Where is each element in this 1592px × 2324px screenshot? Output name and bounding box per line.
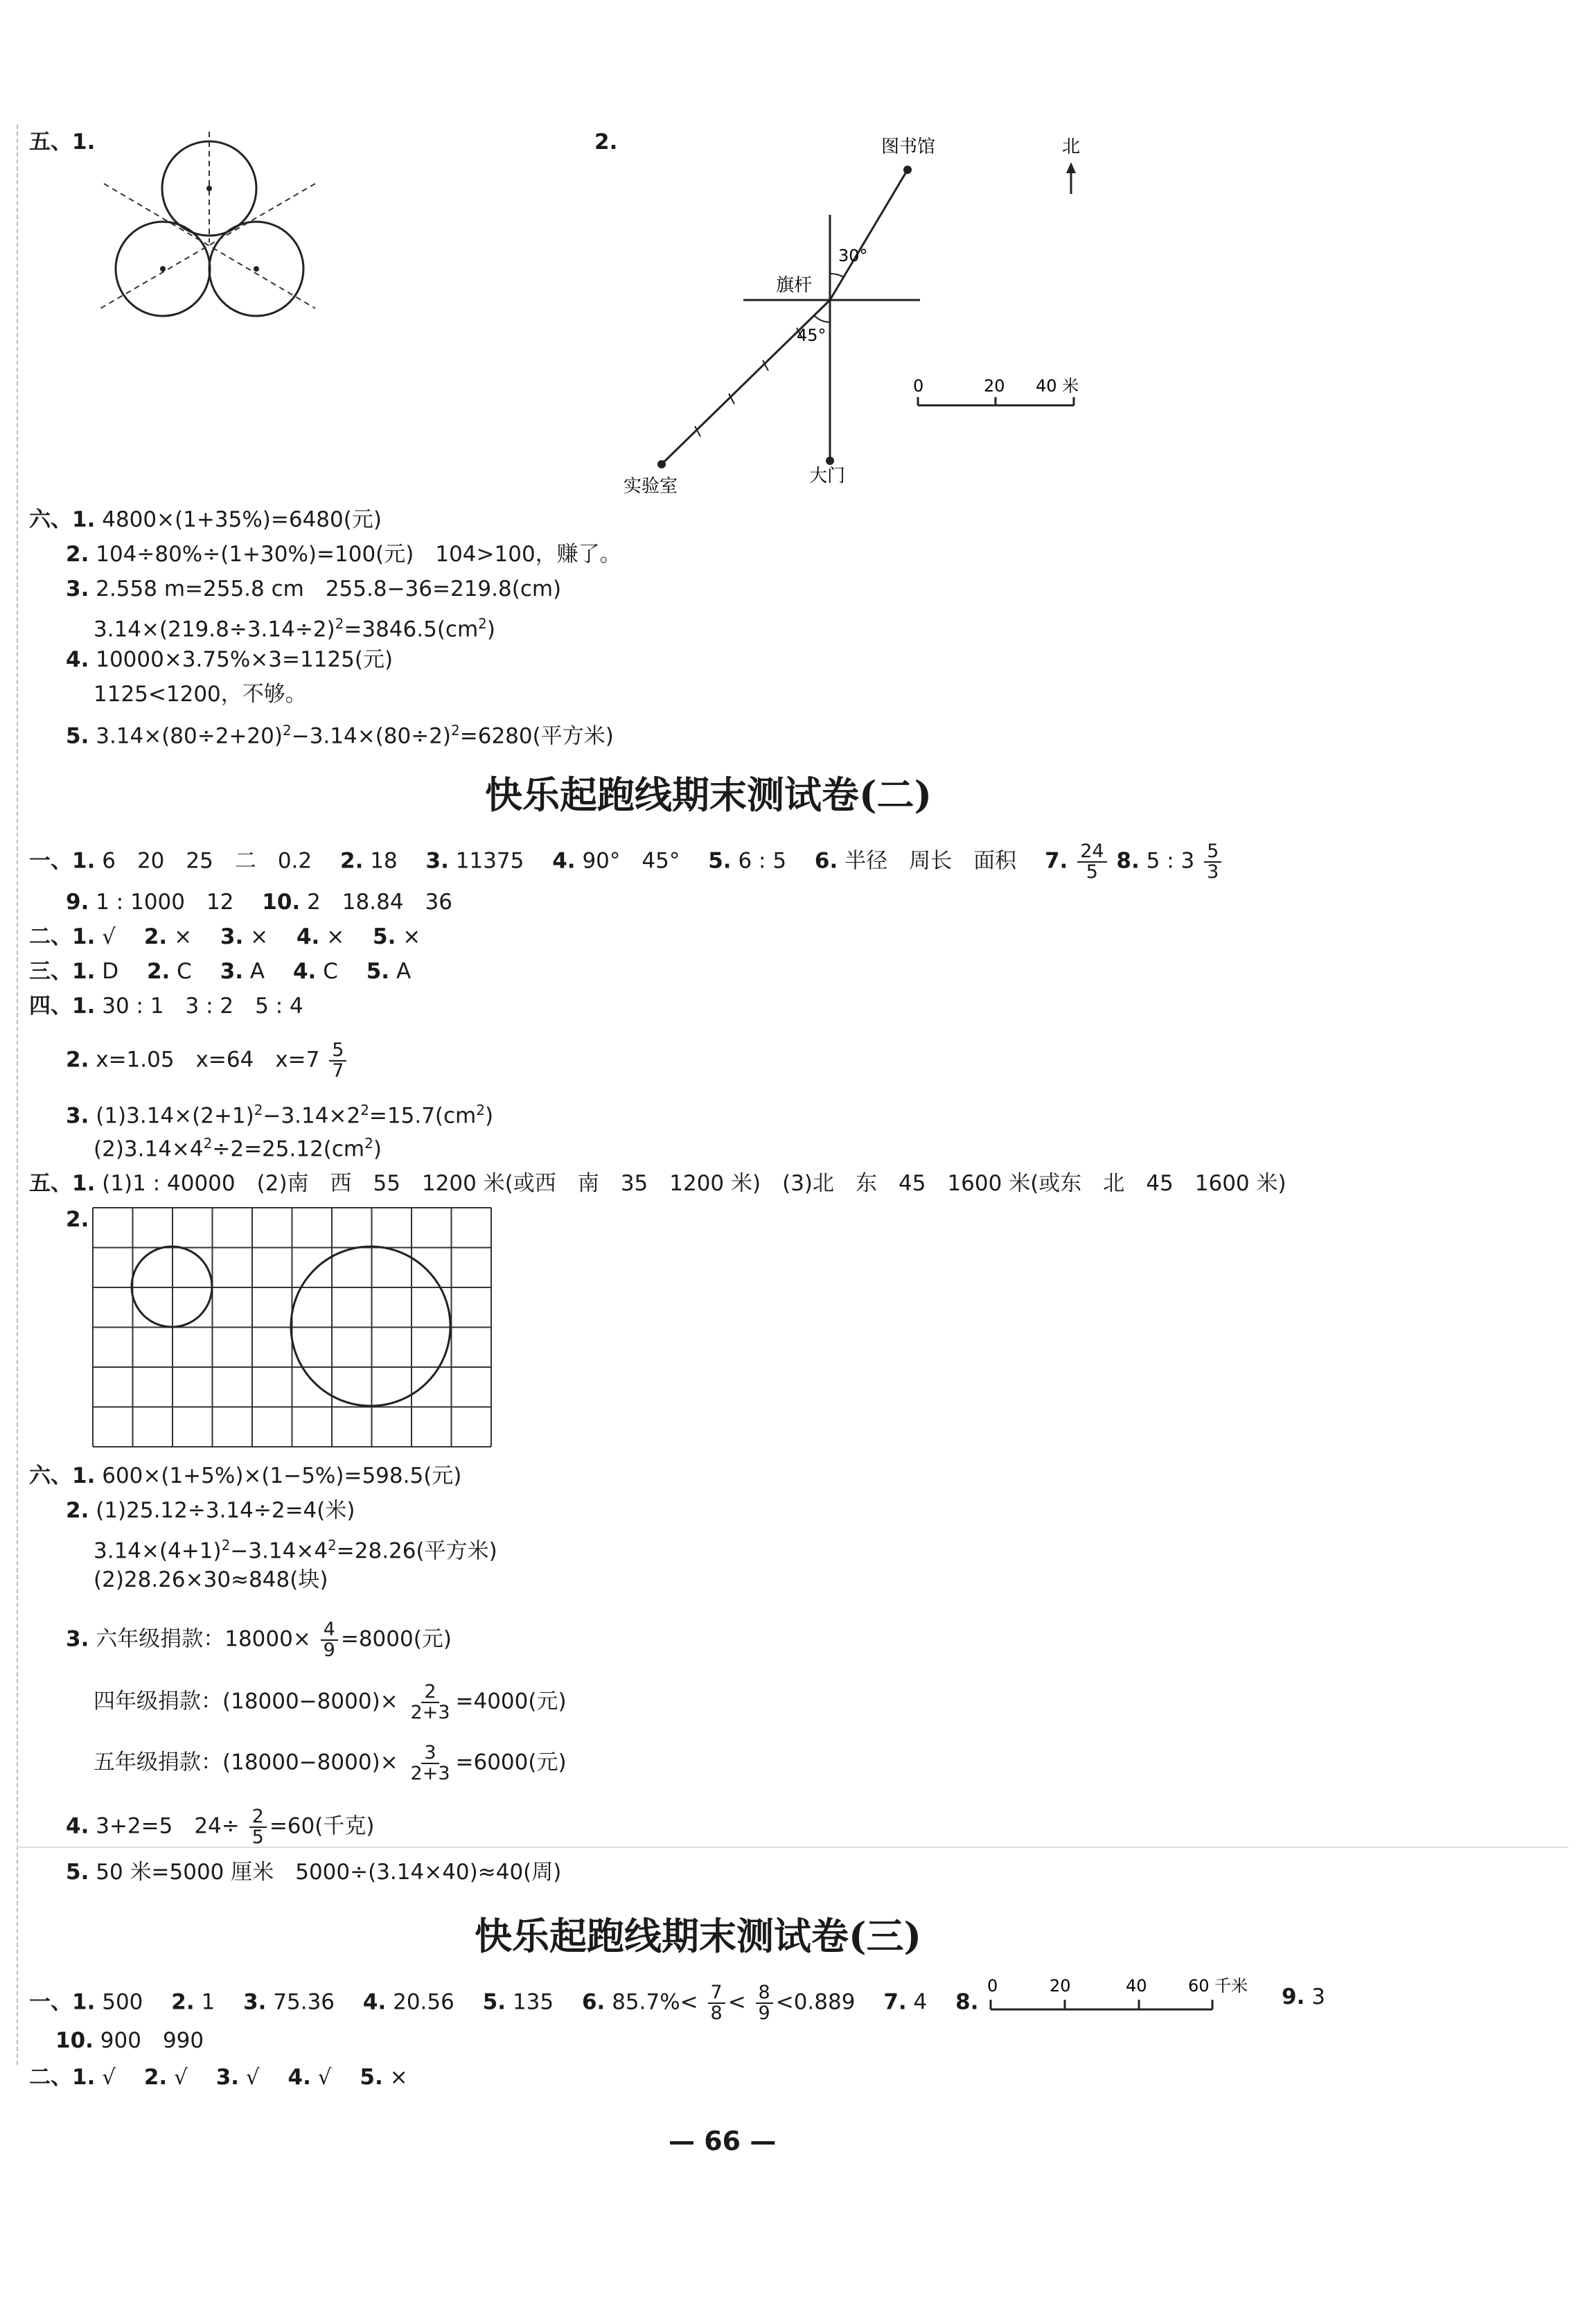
flagpole-label: 旗杆 [776,275,813,296]
exam2-title: 快乐起跑线期末测试卷(二) [485,773,932,817]
exam3-q9: 9. 3 [1282,1984,1325,2009]
exam2-s6-2b: $3.14\times(4+1)^2-3.14\times 4^2=28.26$(平方米) [94,1537,497,1564]
svg-text:40: 40 [1126,1976,1147,1996]
q6-4b: 1125<1200，不够。 [94,682,307,707]
q6-3b: $3.14\times(219.8\div 3.14\div 2)^2=3846.5(cm^2)$ [94,615,495,642]
scale-20: 20 [984,376,1005,396]
fraction-4-9: $\frac{4}{9}$ [321,1620,338,1660]
q5-1-label: 五、1. [29,130,96,155]
q6-1: 六、1. 4800×(1+35%)=6480(元) [29,507,382,532]
fraction-7-8: $\frac{7}{8}$ [708,1983,725,2023]
q6-5: 5. $3.14\times(80\div 2+20)^2-3.14\times(80\div 2)^2=6280$(平方米) [66,722,614,749]
grid-circles-figure [92,1207,494,1451]
exam3-s1-row1: 一、1. 500 2. 1 3. 75.36 4. 20.56 5. 135 6. 85.7%< $\frac{7}{8}$ < $\frac{8}{9}$ <0.889 7. 4 8. [29,1982,979,2024]
three-circles-figure [90,132,319,333]
horizontal-divider [17,1847,1568,1848]
exam2-s4-3b: $(2)3.14\times 4^2\div 2=25.12(cm^2)$ [94,1135,382,1162]
scale-0: 0 [913,376,924,396]
exam3-s2: 二、1. √ 2. √ 3. √ 4. √ 5. × [29,2065,408,2090]
exam2-s6-2a: 2. (1)25.12÷3.14÷2=4(米) [66,1498,355,1523]
svg-text:0: 0 [987,1976,998,1996]
exam2-s4-3a: 3. $(1)3.14\times(2+1)^2-3.14\times 2^2=15.7(cm^2)$ [66,1102,494,1129]
exam2-s6-3c: 五年级捐款：(18000−8000)× $\frac{3}{2+3}$ =6000(元) [94,1742,567,1784]
svg-text:60 千米: 60 千米 [1188,1976,1248,1996]
exam2-s5-1: 五、1. (1)1 : 40000 (2)南 西 55 1200 米(或西 南 35 1200 米) (3)北 东 45 1600 米(或东 北 45 1600 米) [29,1171,1286,1196]
exam2-s2: 二、1. √ 2. × 3. × 4. × 5. × [29,924,421,949]
exam3-scale-bar [980,1975,1271,2023]
exam3-q10: 10. 900 990 [55,2028,204,2053]
exam2-s6-1: 六、1. 600×(1+5%)×(1−5%)=598.5(元) [29,1463,462,1488]
fraction-2-5: $\frac{2}{2+3}$ [410,1681,450,1723]
direction-map-figure [610,132,1178,506]
exam3-title: 快乐起跑线期末测试卷(三) [475,1914,922,1958]
lab-label: 实验室 [623,476,678,497]
angle-30-label: 30° [838,246,868,265]
fraction-5-3: $\frac{5}{3}$ [1204,842,1221,882]
fraction-5-7: $\frac{5}{7}$ [329,1041,346,1081]
exam2-s6-5: 5. 50 米=5000 厘米 5000÷(3.14×40)≈40(周) [66,1860,562,1885]
svg-text:20: 20 [1050,1976,1071,1996]
left-margin-line [17,125,18,2065]
angle-45-label: 45° [797,326,826,345]
exam2-s6-2c: (2)28.26×30≈848(块) [94,1567,328,1592]
fraction-8-9: $\frac{8}{9}$ [756,1983,773,2023]
fraction-3-5: $\frac{3}{2+3}$ [410,1742,450,1784]
north-label: 北 [1062,137,1081,157]
exam2-s4-2: 2. x=1.05 x=64 x=7 $\frac{5}{7}$ [66,1041,349,1081]
exam2-s5-2-label: 2. [66,1207,89,1232]
exam2-s6-3a: 3. 六年级捐款：18000× $\frac{4}{9}$ =8000(元) [66,1619,452,1661]
q6-4a: 4. 10000×3.75%×3=1125(元) [66,647,393,672]
exam2-s6-3b: 四年级捐款：(18000−8000)× $\frac{2}{2+3}$ =4000(元) [94,1681,567,1723]
q6-3a: 3. 2.558 m=255.8 cm 255.8−36=219.8(cm) [66,576,562,601]
q5-2-label: 2. [594,130,618,155]
fraction-24-5: $\frac{24}{5}$ [1077,842,1106,882]
gate-label: 大门 [809,466,846,486]
exam2-s4-1: 四、1. 30 : 1 3 : 2 5 : 4 [29,994,303,1019]
page-number: — 66 — [669,2126,777,2156]
exam2-s1-row1: 一、1. 6 20 25 二 0.2 2. 18 3. 11375 4. 90° 45° 5. 6 : 5 6. 半径 周长 面积 7. $\frac{24}{5}$ 8. 5 : 3 $\frac{5}{3}$ [29,842,1224,882]
fraction-2-5b: $\frac{2}{5}$ [249,1807,267,1847]
exam2-s1-row2: 9. 1 : 1000 12 10. 2 18.84 36 [66,890,452,915]
q6-2: 2. 104÷80%÷(1+30%)=100(元) 104>100，赚了。 [66,542,621,567]
exam2-s6-4: 4. 3+2=5 24÷ $\frac{2}{5}$ =60(千克) [66,1806,375,1848]
library-label: 图书馆 [881,137,936,157]
scale-40: 40 米 [1036,376,1079,396]
exam2-s3: 三、1. D 2. C 3. A 4. C 5. A [29,959,412,984]
